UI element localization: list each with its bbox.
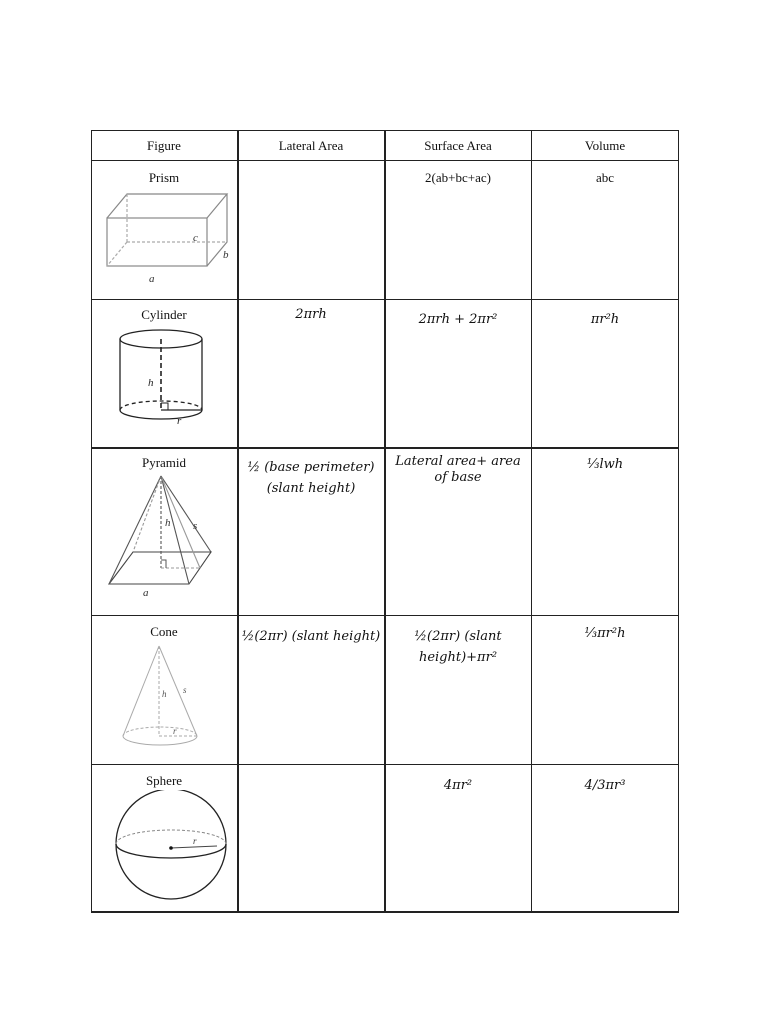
table-border-bottom [91, 911, 679, 913]
pyramid-volume-text: ⅓lwh [586, 457, 624, 472]
row-divider-1 [91, 299, 679, 300]
cylinder-volume-text: πr²h [590, 312, 620, 327]
pyramid-surface-area [395, 454, 521, 486]
sphere-volume-text: 4/3πr³ [584, 778, 626, 793]
header-surface-area: Surface Area [424, 138, 492, 153]
cone-surface-area-text: ½(2πr) (slant height)+πr² [414, 629, 502, 665]
pyramid-label-h: h [165, 517, 171, 529]
row-divider-4 [91, 764, 679, 765]
cone-volume [532, 626, 678, 641]
cone-label-r: r [173, 726, 177, 736]
cone-volume-text: ⅓πr²h [584, 626, 626, 641]
figure-name-pyramid: Pyramid [141, 455, 187, 470]
sphere-surface-area [385, 778, 531, 793]
cylinder-label-h: h [148, 377, 154, 389]
cone-lateral-area [238, 626, 384, 647]
cylinder-diagram [113, 326, 213, 430]
cylinder-lateral-area [238, 307, 384, 322]
pyramid-label-s: s [193, 520, 198, 532]
table-border-top [91, 130, 679, 131]
row-divider-header [91, 160, 679, 161]
prism-label-b: b [223, 249, 229, 261]
column-divider-2 [384, 130, 386, 913]
pyramid-surface-area-text: Lateral area+ area of base [395, 454, 521, 485]
cone-surface-area [385, 626, 531, 668]
cylinder-label-r: r [177, 415, 182, 427]
header-figure: Figure [147, 138, 181, 153]
cone-diagram [117, 642, 207, 754]
header-volume: Volume [584, 138, 626, 153]
figure-name-sphere: Sphere [145, 773, 183, 788]
header-lateral-area: Lateral Area [278, 138, 344, 153]
figure-name-prism: Prism [148, 170, 180, 185]
cylinder-volume [532, 312, 678, 327]
cylinder-surface-area [385, 312, 531, 327]
prism-label-c: c [193, 232, 198, 244]
sphere-label-r: r [193, 836, 197, 846]
prism-volume: abc [595, 170, 615, 185]
pyramid-volume [532, 457, 678, 472]
formula-table [91, 130, 679, 913]
figure-name-cone: Cone [150, 624, 178, 639]
prism-surface-area: 2(ab+bc+ac) [425, 170, 491, 185]
pyramid-lateral-area [238, 457, 384, 499]
column-divider-3 [531, 130, 532, 913]
row-divider-3 [91, 615, 679, 616]
sphere-volume [532, 778, 678, 793]
row-divider-2 [91, 447, 679, 449]
cone-label-s: s [183, 685, 187, 695]
pyramid-lateral-area-text: ½ (base perimeter) (slant height) [247, 460, 375, 496]
pyramid-label-a: a [143, 587, 149, 599]
cone-lateral-area-text: ½(2πr) (slant height) [241, 629, 381, 644]
cylinder-lateral-area-text: 2πrh [295, 307, 327, 322]
sphere-surface-area-text: 4πr² [443, 778, 473, 793]
prism-label-a: a [149, 273, 155, 285]
cone-label-h: h [162, 689, 167, 699]
sphere-diagram [113, 790, 233, 900]
table-border-left [91, 130, 92, 913]
column-divider-1 [237, 130, 239, 913]
pyramid-diagram [103, 472, 231, 600]
figure-name-cylinder: Cylinder [141, 307, 187, 322]
table-border-right [678, 130, 679, 913]
prism-diagram [101, 188, 236, 288]
cylinder-surface-area-text: 2πrh + 2πr² [418, 312, 498, 327]
